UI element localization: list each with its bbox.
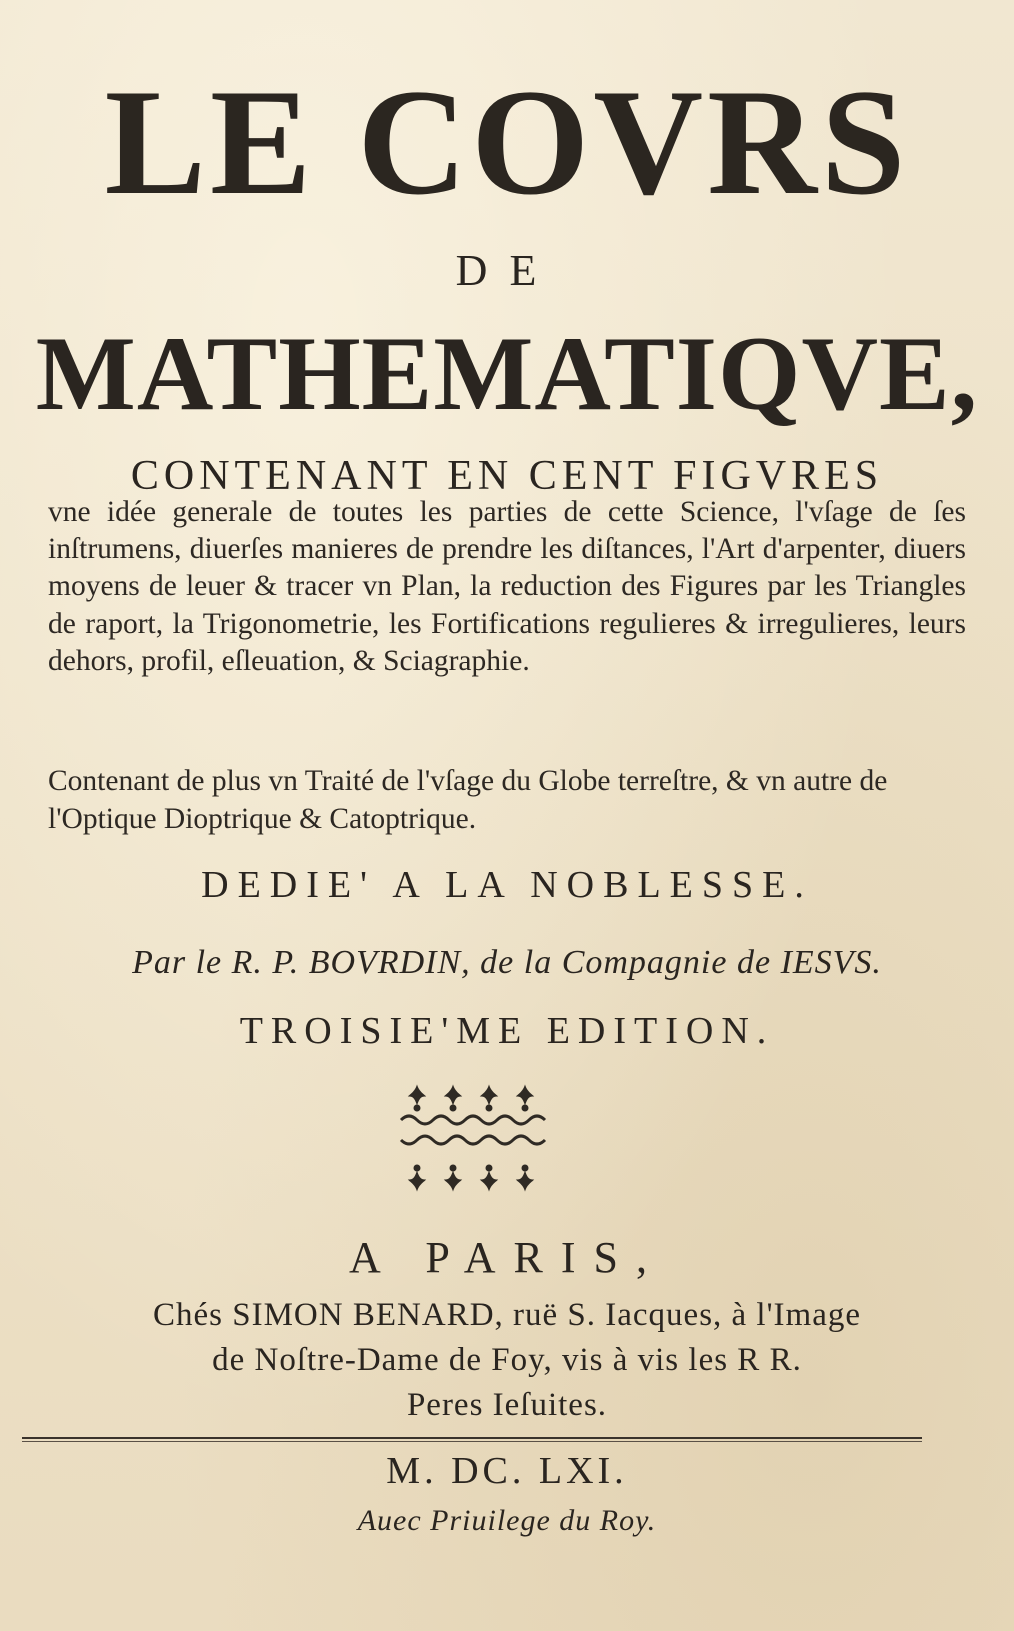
main-title: LE COVRS	[104, 58, 910, 226]
dedication: DEDIE' A LA NOBLESSE.	[201, 864, 813, 906]
imprint-line-1: Chés SIMON BENARD, ruë S. Iacques, à l'Image	[153, 1297, 861, 1333]
contents-description: vne idée generale de toutes les parties de cette Science, l'vſage de ſes inſtrumens, diuerſes manieres de prendre les diſtances, l'Art d'arpenter, diuers moyens de leuer & tracer vn Plan, la reduction des Figures par les Triangles de raport, la Trigonometrie, les Fortifications regulieres & irregulieres, leurs dehors, profil, eſleuation, & Sciagraphie.	[48, 496, 966, 677]
title-connector: DE	[455, 246, 559, 295]
contents-heading: CONTENANT EN CENT FIGVRES	[130, 453, 884, 499]
royal-privilege: Auec Priuilege du Roy.	[357, 1504, 657, 1537]
imprint-line-3: Peres Ieſuites.	[406, 1387, 608, 1423]
imprint-city: A PARIS,	[348, 1233, 666, 1282]
imprint-line-2: de Noſtre-Dame de Foy, vis à vis les R R.	[212, 1342, 802, 1378]
edition-statement: TROISIE'ME EDITION.	[239, 1010, 775, 1052]
fleuron-ornament-icon	[397, 1082, 557, 1194]
divider-rule	[22, 1437, 922, 1439]
publication-date: M. DC. LXI.	[386, 1450, 628, 1492]
author-line: Par le R. P. BOVRDIN, de la Compagnie de IESVS.	[132, 944, 882, 981]
additional-contents: Contenant de plus vn Traité de l'vſage du Globe terreſtre, & vn autre de l'Optique Dioptrique & Catoptrique.	[48, 765, 888, 835]
divider-rule-thin	[22, 1441, 922, 1442]
subject-title: MATHEMATIQVE,	[35, 315, 979, 432]
